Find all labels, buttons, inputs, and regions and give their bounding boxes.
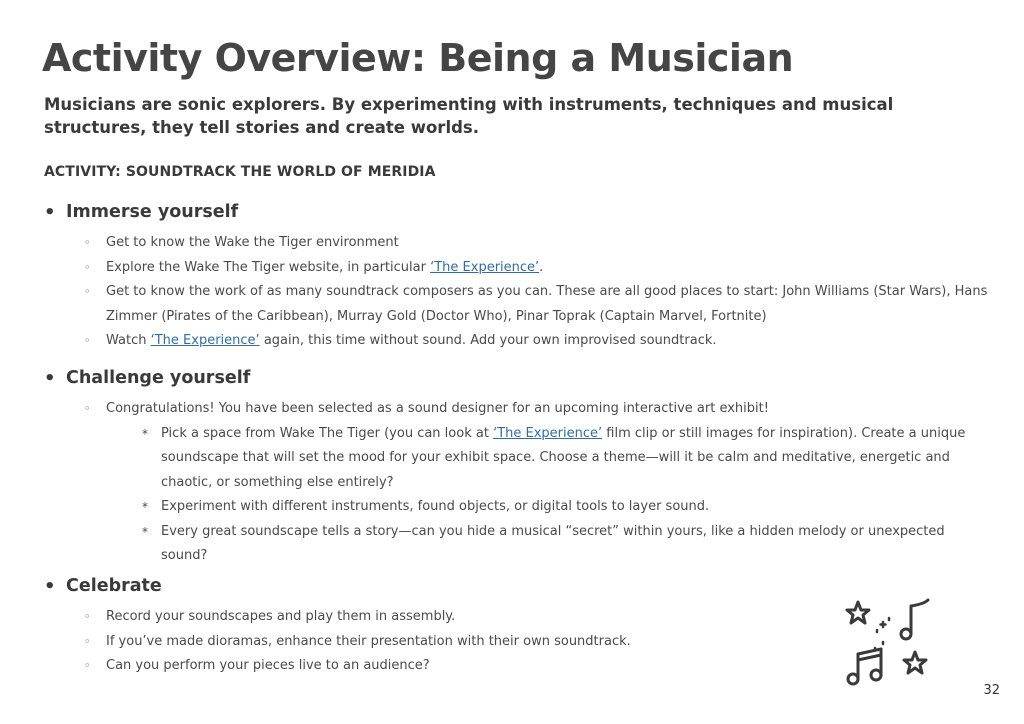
star-icon xyxy=(847,602,869,623)
star-icon xyxy=(904,652,926,673)
list-item xyxy=(44,605,814,630)
list-item xyxy=(44,280,994,329)
list-item-text: Congratulations! You have been selected as a sound designer for an upcoming interactive art exhibit! xyxy=(106,401,769,416)
list-item-text: Can you perform your pieces live to an audience? xyxy=(106,658,430,673)
list-item xyxy=(44,329,994,354)
list-item-text: Pick a space from Wake The Tiger (you can look at xyxy=(161,425,494,441)
list-item xyxy=(44,231,994,256)
sub-list-item xyxy=(44,422,994,496)
bullet-icon: • xyxy=(44,367,56,389)
list-item-text: Get to know the work of as many soundtrack composers as you can. These are all good places to start: John Williams (Star Wars), Hans Zimmer (Pirates of the Caribbean), Murray Gold (Doctor Who), Pinar Toprak (Captain Marvel, Fortnite) xyxy=(106,284,988,324)
list-item-text: Watch xyxy=(106,333,151,348)
list-item-text: film clip or still images for inspiration). Create a unique soundscape that will set the mood for your exhibit space. Choose a theme—will it be calm and meditative, energetic and chaotic, or something else entirely? xyxy=(161,425,966,490)
the-experience-link[interactable]: ‘The Experience’ xyxy=(430,259,540,275)
section-challenge xyxy=(44,366,994,569)
the-experience-link[interactable]: ‘The Experience’ xyxy=(150,333,260,348)
list-item-text: If you’ve made dioramas, enhance their presentation with their own soundtrack. xyxy=(106,633,631,649)
list-item-text: Experiment with different instruments, found objects, or digital tools to layer sound. xyxy=(161,499,710,514)
section-immerse xyxy=(44,200,994,354)
section-heading xyxy=(44,366,994,390)
list-item-text: Record your soundscapes and play them in assembly. xyxy=(106,609,456,624)
list-item xyxy=(44,654,814,679)
page-subtitle: Musicians are sonic explorers. By experimenting with instruments, techniques and musical structures, they tell stories and create worlds. xyxy=(44,95,894,137)
section-heading xyxy=(44,200,994,224)
section-heading-label: Challenge yourself xyxy=(66,368,251,388)
section-heading xyxy=(44,574,994,598)
bullet-icon: • xyxy=(44,201,56,223)
list-item-text: Every great soundscape tells a story—can you hide a musical “secret” within yours, like a hidden melody or unexpected sound? xyxy=(161,523,945,563)
page-title: Activity Overview: Being a Musician xyxy=(42,36,794,80)
the-experience-link[interactable]: ‘The Experience’ xyxy=(493,425,603,441)
sub-list-item xyxy=(44,520,994,569)
list-item-text: . xyxy=(539,259,544,275)
list-item-text: Get to know the Wake the Tiger environment xyxy=(106,235,399,250)
list-item-text: Explore the Wake The Tiger website, in particular xyxy=(106,259,431,275)
list-item xyxy=(44,397,994,422)
list-item xyxy=(44,256,994,281)
bullet-icon: • xyxy=(44,575,56,597)
beamed-notes-icon xyxy=(848,649,881,684)
section-heading-label: Celebrate xyxy=(66,576,162,596)
sub-list-item xyxy=(44,495,994,520)
list-item xyxy=(44,630,814,655)
section-heading-label: Immerse yourself xyxy=(66,202,239,222)
sparkle-icon xyxy=(875,618,889,650)
activity-heading: ACTIVITY: SOUNDTRACK THE WORLD OF MERIDIA xyxy=(44,164,436,180)
music-notes-stars-icon xyxy=(838,596,938,692)
list-item-text: again, this time without sound. Add your own improvised soundtrack. xyxy=(259,333,717,348)
page-number: 32 xyxy=(983,683,1000,698)
eighth-note-icon xyxy=(901,600,928,639)
